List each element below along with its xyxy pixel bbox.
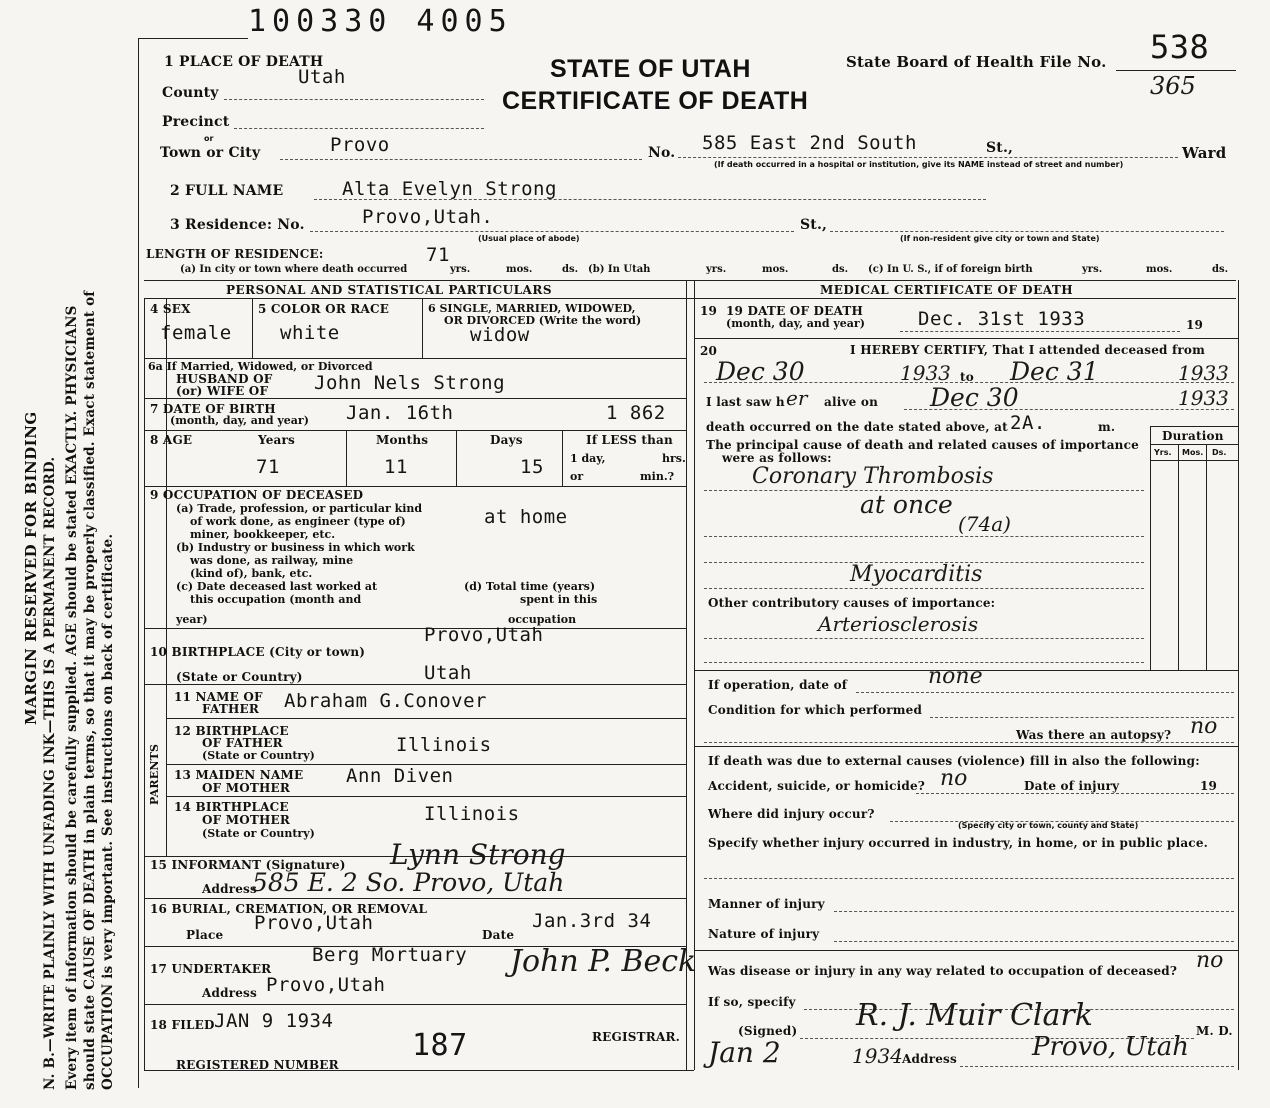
father-value: Abraham G.Conover	[284, 690, 487, 712]
age-months-value: 11	[384, 456, 408, 478]
registrar-label: REGISTRAR.	[592, 1030, 681, 1044]
occupation-value: at home	[484, 506, 568, 528]
county-line	[224, 99, 484, 100]
residence-st-line	[830, 231, 1224, 232]
specify-line	[704, 878, 1234, 879]
if-so-label: If so, specify	[708, 995, 796, 1009]
signed-label: (Signed)	[738, 1024, 798, 1038]
town-value: Provo	[330, 134, 390, 156]
physician-address-label: Address	[902, 1052, 957, 1066]
precinct-line	[234, 128, 484, 129]
state-title: STATE OF UTAH	[550, 55, 751, 83]
injury-date-label: Date of injury	[1024, 779, 1120, 793]
father-birth-label-3: (State or Country)	[202, 749, 315, 762]
color-label: 5 COLOR OR RACE	[258, 302, 390, 316]
sex-divider	[252, 298, 253, 358]
birth-state-label: (State or Country)	[176, 670, 303, 684]
row-8-bottom	[144, 486, 686, 487]
time-of-death: 2A.	[1010, 412, 1046, 434]
occ-b-3: (kind of), bank, etc.	[190, 567, 313, 580]
physician-address: Provo, Utah	[1032, 1032, 1190, 1062]
marital-value: widow	[470, 324, 530, 346]
full-name-label: 2 FULL NAME	[170, 183, 284, 199]
undertaker-label: 17 UNDERTAKER	[150, 962, 272, 976]
mother-label-2: OF MOTHER	[202, 781, 291, 795]
physician-address-line	[960, 1066, 1234, 1067]
less-than-label: If LESS than	[586, 433, 673, 447]
file-number-2: 365	[1150, 72, 1196, 100]
file-number-label: State Board of Health File No.	[846, 53, 1107, 71]
cause-line-4	[704, 588, 1144, 589]
age-months-label: Months	[376, 433, 429, 447]
personal-heading: PERSONAL AND STATISTICAL PARTICULARS	[226, 283, 553, 297]
street-value: 585 East 2nd South	[702, 132, 917, 154]
length-us-ds: ds.	[1212, 264, 1229, 275]
undertaker-address: Provo,Utah	[266, 974, 386, 996]
length-city-label: (a) In city or town where death occurred	[180, 264, 408, 275]
duration-ds: Ds.	[1212, 448, 1227, 457]
autopsy-bottom	[694, 746, 1238, 747]
informant-address: 585 E. 2 So. Provo, Utah	[252, 868, 565, 897]
medical-heading: MEDICAL CERTIFICATE OF DEATH	[820, 283, 1074, 297]
age-days-value: 15	[520, 456, 544, 478]
spouse-label-1: 6a If Married, Widowed, or Divorced	[148, 360, 373, 373]
margin-instruction-4: OCCUPATION is very important. See instructions on back of certificate.	[100, 533, 116, 1090]
sex-label: 4 SEX	[150, 302, 191, 316]
where-note: (Specify city or town, county and State)	[958, 821, 1139, 830]
length-utah-yrs: yrs.	[706, 264, 727, 275]
less-min-label: min.?	[640, 470, 675, 483]
full-name-line	[314, 199, 986, 200]
length-of-residence-label: LENGTH OF RESIDENCE:	[146, 247, 324, 261]
md-label: M. D.	[1196, 1024, 1233, 1038]
informant-label: 15 INFORMANT (Signature)	[150, 858, 346, 872]
town-label: Town or City	[160, 145, 261, 161]
mother-birth-label-1: 14 BIRTHPLACE	[174, 800, 289, 814]
duration-left	[1150, 426, 1151, 670]
last-saw-alive-label: alive on	[824, 395, 879, 409]
manner-label: Manner of injury	[708, 897, 825, 911]
operation-line	[856, 692, 1234, 693]
condition-label: Condition for which performed	[708, 703, 923, 717]
certify-label: I HEREBY CERTIFY, That I attended deceased from	[850, 343, 1206, 357]
mother-birth-label-3: (State or Country)	[202, 827, 315, 840]
less-or-label: or	[570, 470, 584, 483]
residence-value: Provo,Utah.	[362, 206, 494, 228]
injury-bottom	[694, 950, 1238, 951]
cause-3: Myocarditis	[850, 562, 983, 587]
last-saw-label: I last saw h	[706, 395, 785, 409]
attended-from-year: 1933	[900, 361, 951, 385]
abode-note: (Usual place of abode)	[478, 234, 580, 243]
burial-place-value: Provo,Utah	[254, 912, 374, 934]
age-divider-3	[562, 430, 563, 486]
other-line-2	[704, 662, 1144, 663]
row-13-bottom	[166, 796, 686, 797]
autopsy-label: Was there an autopsy?	[1016, 728, 1172, 742]
attended-from: Dec 30	[716, 357, 805, 386]
father-label-2: FATHER	[202, 702, 260, 716]
signed-year: 1934	[852, 1044, 903, 1068]
mother-birth-label-2: OF MOTHER	[202, 813, 291, 827]
section-header-rule	[144, 298, 1236, 299]
where-label: Where did injury occur?	[708, 807, 875, 821]
nonresident-note: (If non-resident give city or town and State)	[900, 234, 1100, 243]
date-of-death-19: 19	[1186, 318, 1204, 332]
age-years-value: 71	[256, 456, 280, 478]
attended-to-label: to	[960, 370, 974, 384]
marital-label-2: OR DIVORCED (Write the word)	[444, 314, 642, 327]
manner-line	[834, 911, 1234, 912]
filed-label: 18 FILED	[150, 1018, 215, 1032]
mother-birth-value: Illinois	[424, 803, 520, 825]
occ-d-1: (d) Total time (years)	[464, 580, 596, 593]
burial-date-value: Jan.3rd 34	[532, 910, 652, 932]
margin-instruction-3: should state CAUSE OF DEATH in plain terms, so that it may be properly classified. Exact statement of	[82, 290, 98, 1090]
length-mos-label: mos.	[506, 264, 533, 275]
cause-label-2: were as follows:	[722, 451, 832, 465]
registered-number: 187	[412, 1028, 468, 1063]
row-11-bottom	[166, 718, 686, 719]
burial-place-label: Place	[186, 928, 224, 942]
mother-label-1: 13 MAIDEN NAME	[174, 768, 304, 782]
informant-address-label: Address	[202, 882, 257, 896]
occ-b-1: (b) Industry or business in which work	[176, 541, 415, 554]
signed-date: Jan 2	[708, 1036, 781, 1069]
accident-line	[916, 793, 1234, 794]
occ-a-1: (a) Trade, profession, or particular kind	[176, 502, 423, 515]
last-saw-year: 1933	[1178, 386, 1229, 410]
margin-instruction-2: Every item of information should be carefully supplied. AGE should be stated EXACTLY. PHYSICIANS	[64, 305, 80, 1090]
occ-a-2: of work done, as engineer (type of)	[190, 515, 406, 528]
duration-header-rule	[1150, 444, 1238, 445]
birthplace-value: Provo,Utah	[424, 624, 544, 646]
date-of-death-sublabel: (month, day, and year)	[726, 317, 865, 330]
father-birth-value: Illinois	[396, 734, 492, 756]
county-value: Utah	[298, 66, 346, 88]
dob-sublabel: (month, day, and year)	[170, 414, 309, 427]
file-number-line	[1116, 70, 1236, 71]
row-9-bottom	[144, 628, 686, 629]
registered-number-label: REGISTERED NUMBER	[176, 1058, 339, 1072]
binding-margin-note: MARGIN RESERVED FOR BINDING	[22, 411, 40, 725]
certify-num: 20	[700, 344, 718, 358]
occ-d-2: spent in this	[520, 593, 598, 606]
cause-line-2	[704, 536, 1144, 537]
other-causes-value: Arteriosclerosis	[818, 612, 979, 636]
bottom-rule	[144, 1070, 694, 1071]
mother-value: Ann Diven	[346, 765, 454, 787]
undertaker-address-label: Address	[202, 986, 257, 1000]
row-10-bottom	[144, 684, 686, 685]
serial-number: 100330 4005	[248, 4, 513, 39]
row-15-bottom	[144, 898, 686, 899]
number-column	[166, 298, 167, 856]
color-value: white	[280, 322, 340, 344]
residence-line	[310, 231, 794, 232]
cause-2: at once	[860, 490, 953, 519]
row-7-bottom	[144, 430, 686, 431]
age-divider-2	[456, 430, 457, 486]
injury-date-19: 19	[1200, 779, 1218, 793]
right-border	[1238, 280, 1239, 1070]
dob-label: 7 DATE OF BIRTH	[150, 402, 276, 416]
cause-code: (74a)	[958, 512, 1011, 536]
row-4-bottom	[144, 358, 686, 359]
filed-value: JAN 9 1934	[214, 1010, 334, 1032]
margin-instruction-1: N. B.—WRITE PLAINLY WITH UNFADING INK—THIS IS A PERMANENT RECORD.	[42, 456, 58, 1090]
place-of-death-label: 1 PLACE OF DEATH	[164, 54, 324, 70]
physician-signature: R. J. Muir Clark	[856, 998, 1093, 1033]
burial-date-label: Date	[482, 928, 515, 942]
burial-label: 16 BURIAL, CREMATION, OR REMOVAL	[150, 902, 428, 916]
length-us-yrs: yrs.	[1082, 264, 1103, 275]
color-divider	[422, 298, 423, 358]
date-of-death-label: 19 DATE OF DEATH	[726, 304, 864, 318]
autopsy-value: no	[1190, 714, 1218, 739]
spouse-label-2: HUSBAND OF	[176, 372, 273, 386]
condition-line	[930, 717, 1234, 718]
date-of-death-value: Dec. 31st 1933	[918, 308, 1086, 330]
hospital-note: (If death occurred in a hospital or institution, give its NAME instead of street and number)	[714, 160, 1124, 169]
cause-1: Coronary Thrombosis	[752, 464, 994, 489]
spouse-value: John Nels Strong	[314, 372, 506, 394]
specify-label: Specify whether injury occurred in industry, in home, or in public place.	[708, 836, 1209, 850]
age-days-label: Days	[490, 433, 523, 447]
spouse-label-3: (or) WIFE OF	[176, 384, 269, 398]
duration-subheader-rule	[1150, 460, 1238, 461]
occ-c-3: year)	[176, 613, 208, 626]
street-st-label: St.,	[986, 140, 1014, 156]
length-yrs-label: yrs.	[450, 264, 471, 275]
section-top-rule	[144, 280, 1236, 281]
duration-col-2	[1206, 444, 1207, 670]
length-ds-label: ds.	[562, 264, 579, 275]
cause-label-1: The principal cause of death and related causes of importance	[706, 438, 1139, 452]
occurred-label: death occurred on the date stated above, at	[706, 420, 1008, 434]
row-19-bottom	[694, 338, 1238, 339]
accident-value: no	[940, 766, 968, 791]
less-day-label: 1 day,	[570, 452, 606, 465]
residence-label: 3 Residence: No.	[170, 217, 305, 233]
length-utah-mos: mos.	[762, 264, 789, 275]
length-us-label: (c) In U. S., if of foreign birth	[868, 264, 1033, 275]
attended-to-year: 1933	[1178, 361, 1229, 385]
attended-to: Dec 31	[1010, 357, 1099, 386]
length-years-value: 71	[426, 244, 450, 266]
duration-mos: Mos.	[1182, 448, 1204, 457]
age-divider-1	[346, 430, 347, 486]
length-us-mos: mos.	[1146, 264, 1173, 275]
length-utah-label: (b) In Utah	[588, 264, 651, 275]
certificate-title: CERTIFICATE OF DEATH	[502, 87, 809, 115]
last-saw-line	[904, 409, 1234, 410]
nature-line	[834, 941, 1234, 942]
town-line	[280, 159, 642, 160]
row-6a-bottom	[144, 398, 686, 399]
full-name-value: Alta Evelyn Strong	[342, 178, 557, 200]
street-line	[678, 157, 1178, 158]
autopsy-line	[704, 742, 1234, 743]
file-number: 538	[1150, 28, 1210, 66]
father-birth-label-2: OF FATHER	[202, 736, 283, 750]
street-no-label: No.	[648, 145, 676, 161]
or-label: or	[204, 134, 214, 143]
occupation-related-value: no	[1196, 948, 1224, 973]
occupation-related-label: Was disease or injury in any way related to occupation of deceased?	[708, 964, 1178, 978]
nature-label: Nature of injury	[708, 927, 820, 941]
dob-year: 1 862	[606, 402, 666, 424]
length-utah-ds: ds.	[832, 264, 849, 275]
last-saw-her: er	[786, 386, 808, 410]
occ-a-3: miner, bookkeeper, etc.	[190, 528, 336, 541]
external-label: If death was due to external causes (violence) fill in also the following:	[708, 754, 1200, 768]
row-17-bottom	[144, 1004, 686, 1005]
occ-b-2: was done, as railway, mine	[190, 554, 354, 567]
date-of-death-num: 19	[700, 304, 718, 318]
ward-label: Ward	[1182, 144, 1227, 162]
frame-left	[138, 38, 139, 1088]
occupation-label: 9 OCCUPATION OF DECEASED	[150, 488, 364, 502]
age-label: 8 AGE	[150, 433, 193, 447]
other-causes-label: Other contributory causes of importance:	[708, 596, 996, 610]
parents-label: PARENTS	[148, 743, 161, 805]
duration-yrs: Yrs.	[1154, 448, 1172, 457]
undertaker-value: Berg Mortuary	[312, 944, 468, 966]
residence-st-label: St.,	[800, 217, 828, 233]
duration-top	[1150, 426, 1238, 427]
father-label-1: 11 NAME OF	[174, 690, 263, 704]
father-birth-label-1: 12 BIRTHPLACE	[174, 724, 289, 738]
sex-value: female	[160, 322, 232, 344]
occ-c-2: this occupation (month and	[190, 593, 362, 606]
dob-value: Jan. 16th	[346, 402, 454, 424]
duration-col-1	[1178, 444, 1179, 670]
date-of-death-line	[900, 331, 1180, 332]
birth-state-value: Utah	[424, 662, 472, 684]
duration-label: Duration	[1162, 429, 1224, 443]
frame-top	[138, 38, 248, 39]
accident-label: Accident, suicide, or homicide?	[708, 779, 926, 793]
birthplace-label: 10 BIRTHPLACE (City or town)	[150, 645, 366, 659]
occ-c-1: (c) Date deceased last worked at	[176, 580, 378, 593]
operation-value: none	[928, 664, 983, 689]
occ-d-3: occupation	[508, 613, 577, 626]
informant-signature: Lynn Strong	[390, 838, 566, 871]
precinct-label: Precinct	[162, 114, 230, 130]
operation-label: If operation, date of	[708, 678, 848, 692]
less-hrs-label: hrs.	[662, 452, 686, 465]
undertaker-signature: John P. Beck	[510, 944, 697, 979]
county-label: County	[162, 85, 219, 101]
other-line-1	[704, 638, 1144, 639]
time-m-label: m.	[1098, 420, 1116, 434]
age-years-label: Years	[258, 433, 296, 447]
marital-label-1: 6 SINGLE, MARRIED, WIDOWED,	[428, 302, 636, 315]
last-saw-date: Dec 30	[930, 383, 1019, 412]
